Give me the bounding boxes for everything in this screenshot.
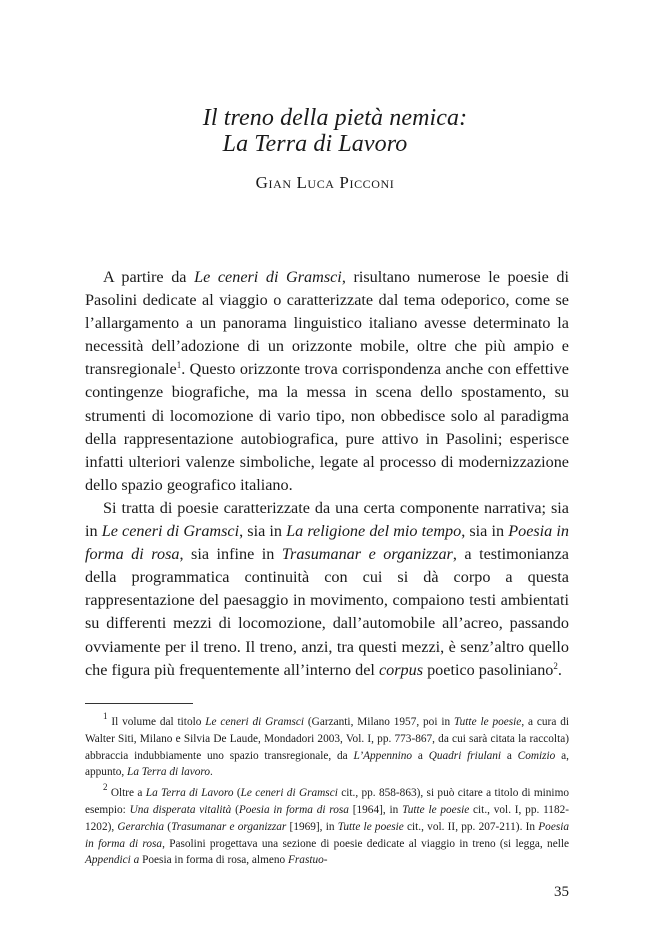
text-run: ( bbox=[233, 787, 241, 800]
text-run: cit., vol. II, pp. 207-211). In bbox=[403, 820, 539, 833]
body-text bbox=[85, 266, 569, 682]
book-title-italic: Le ceneri di Gramsci bbox=[240, 787, 338, 800]
footnote-ref-1[interactable]: 1 bbox=[176, 360, 182, 371]
text-run: , Pasolini progettava una sezione di poesie dedicate al viaggio in treno (si legga, nelle bbox=[162, 837, 569, 850]
book-title-italic: Una disperata vitalità bbox=[129, 803, 232, 816]
text-run: ( bbox=[164, 820, 172, 833]
book-title-italic: La Terra di lavoro bbox=[127, 766, 211, 779]
text-run: cit., pp. 858-863), si può citare a titolo di minimo esempio: bbox=[85, 787, 569, 816]
text-run: [1969], in bbox=[286, 820, 338, 833]
text-run: a bbox=[501, 749, 518, 762]
title-line-1: Il treno della pietà nemica: bbox=[202, 105, 468, 131]
text-run: a, appunto, bbox=[85, 749, 569, 779]
body-paragraph-2 bbox=[85, 497, 569, 682]
book-title-italic: Trasumanar e organizzar bbox=[281, 545, 453, 564]
text-run: [1964], in bbox=[348, 803, 403, 816]
book-title-italic: Poesia in forma di rosa bbox=[238, 803, 349, 816]
book-title-italic: Comizio bbox=[517, 749, 556, 762]
text-run: ( bbox=[231, 803, 239, 816]
text-run: cit., vol. I, pp. 1182-1202), bbox=[85, 803, 570, 833]
book-title-italic: Gerarchia bbox=[117, 820, 165, 833]
text-run: Poesia in forma di rosa, almeno bbox=[139, 854, 288, 867]
footnote-ref-2[interactable]: 2 bbox=[553, 660, 558, 671]
text-run: Si tratta di poesie caratterizzate da una certa componente narrativa; sia in bbox=[85, 498, 569, 541]
footnote-1 bbox=[85, 711, 569, 781]
book-title-italic: Le ceneri di Gramsci bbox=[205, 716, 305, 728]
text-run: poetico pasoliniano bbox=[423, 660, 554, 679]
text-run: , sia infine in bbox=[179, 545, 282, 564]
book-title-italic: L’Appennino bbox=[353, 749, 413, 762]
book-title-italic: Tutte le poesie bbox=[453, 716, 522, 728]
footnote-2 bbox=[85, 782, 570, 869]
text-run: a bbox=[412, 749, 429, 762]
italic-term: corpus bbox=[378, 660, 424, 679]
book-title-italic: Le ceneri di Gramsci bbox=[194, 268, 342, 286]
book-title-italic: Tutte le poesie bbox=[402, 803, 470, 816]
title-line-2: La Terra di Lavoro bbox=[222, 131, 408, 157]
book-title-italic: La Terra di Lavoro bbox=[145, 787, 234, 800]
text-run: . bbox=[557, 660, 562, 679]
body-paragraph-1 bbox=[85, 266, 569, 497]
footnote-separator bbox=[85, 703, 193, 704]
book-title-italic: Le ceneri di Gramsci bbox=[101, 522, 240, 541]
text-run: Il volume dal titolo bbox=[107, 716, 206, 728]
book-title-italic: Trasumanar e organizzar bbox=[171, 820, 287, 833]
text-run: . Questo orizzonte trova corrispondenza anche con effettive contingenze biografiche, ma la messa in scena dello spostamento, su strumenti di locomozione di vario tipo, non obbedisce solo al paradigma della rappresentazione autobiografica, pure attivo in Pasolini; esperisce infatti ulteriori valenze simboliche, legate al processo di modernizzazione dello spazio geografico italiano. bbox=[85, 360, 569, 494]
chapter-title bbox=[0, 105, 650, 157]
text-run: , risultano numerose le poesie di Pasolini dedicate al viaggio o caratterizzate dal tema odeporico, come se l’allargamento a un panorama linguistico italiano avesse determinato la necessità dell’adozione di un orizzonte mobile, oltre che più ampio e transregionale bbox=[85, 268, 569, 379]
footnote-number: 1 bbox=[103, 711, 108, 721]
text-run: , sia in bbox=[461, 522, 509, 541]
author-name: Gian Luca Picconi bbox=[255, 173, 395, 192]
book-title-italic: Poesia in forma di rosa bbox=[85, 820, 570, 850]
text-run: , a testimonianza della programmatica continuità con cui si dà corpo a questa rappresentazione del paesaggio in movimento, compaiono testi ambientati su differenti mezzi di locomozione, dall’automobile all’acreo, passando ovviamente per il treno. Il treno, anzi, tra questi mezzi, è senz’altro quello che figura più frequentemente all’interno del bbox=[85, 545, 569, 679]
book-title-italic: La religione del mio tempo bbox=[286, 522, 462, 541]
book-title-italic: Frastuo- bbox=[288, 854, 328, 867]
text-run: . bbox=[210, 766, 213, 779]
footnotes bbox=[85, 711, 570, 873]
book-title-italic: Tutte le poesie bbox=[337, 820, 404, 833]
book-title-italic: Quadri friulani bbox=[428, 749, 502, 762]
book-title-italic: Appendici a bbox=[85, 854, 140, 867]
book-title-italic: Poesia in forma di rosa bbox=[85, 522, 569, 564]
text-run: Oltre a bbox=[107, 787, 146, 800]
text-run: A partire da bbox=[103, 268, 195, 286]
footnote-number: 2 bbox=[103, 782, 108, 793]
text-run: , a cura di Walter Siti, Milano e Silvia De Laude, Mondadori 2003, Vol. I, pp. 773-867, da cui sarà citata la raccolta) abbraccia indubbiamente uno spazio transregionale, da bbox=[85, 716, 569, 762]
text-run: , sia in bbox=[239, 522, 287, 541]
text-run: (Garzanti, Milano 1957, poi in bbox=[304, 716, 454, 728]
page-number: 35 bbox=[554, 884, 569, 900]
